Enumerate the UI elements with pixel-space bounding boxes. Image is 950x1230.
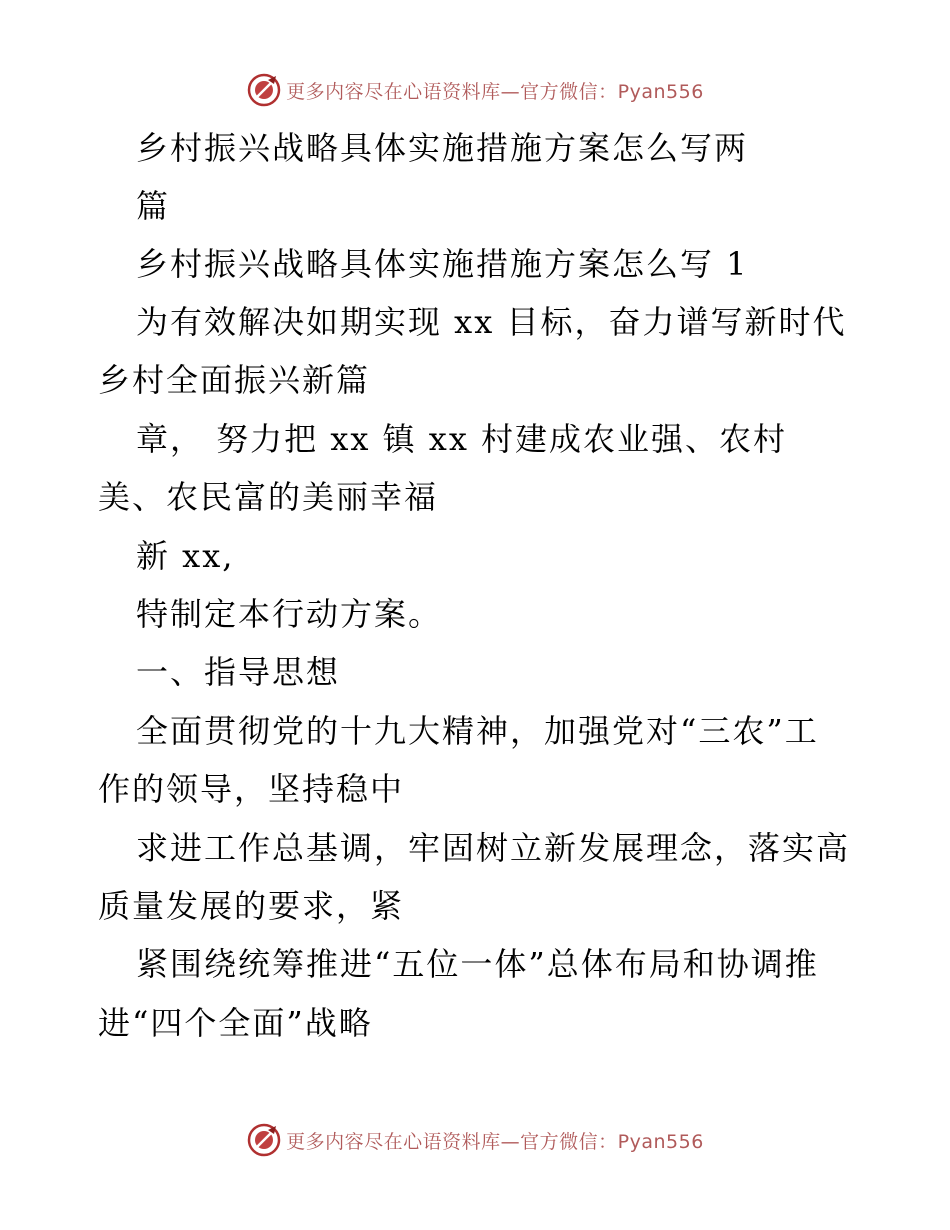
paragraph-6-line-2: 质量发展的要求，紧: [98, 887, 405, 925]
footer-banner: [0, 1120, 950, 1160]
section-title: 乡村振兴战略具体实施措施方案怎么写 1: [136, 245, 749, 283]
paragraph-4-line-1: 特制定本行动方案。: [136, 595, 443, 633]
header-banner-text: 更多内容尽在心语资料库—官方微信：Pyan556: [286, 80, 704, 103]
heading-guiding-ideology: 一、指导思想: [136, 653, 341, 691]
paragraph-2-line-1: 章， 努力把 xx 镇 xx 村建成农业强、农村: [136, 420, 788, 458]
paragraph-6-line-1: 求进工作总基调，牢固树立新发展理念，落实高: [136, 829, 851, 867]
paragraph-7-line-2: 进“四个全面”战略: [98, 1004, 373, 1042]
document-title-line-1: 乡村振兴战略具体实施措施方案怎么写两: [136, 129, 749, 167]
paragraph-1-line-2: 乡村全面振兴新篇: [98, 361, 371, 399]
paragraph-5-line-1: 全面贯彻党的十九大精神，加强党对“三农”工: [136, 712, 819, 750]
seal-logo-icon: [246, 1122, 282, 1158]
document-title-line-2: 篇: [136, 187, 171, 225]
paragraph-1-line-1: 为有效解决如期实现 xx 目标，奋力谱写新时代: [136, 303, 847, 341]
paragraph-7-line-1: 紧围绕统筹推进“五位一体”总体布局和协调推: [136, 945, 819, 983]
paragraph-3-line-1: 新 xx,: [136, 537, 235, 575]
footer-banner-text: 更多内容尽在心语资料库—官方微信：Pyan556: [286, 1130, 704, 1153]
paragraph-5-line-2: 作的领导，坚持稳中: [98, 770, 405, 808]
paragraph-2-line-2: 美、农民富的美丽幸福: [98, 478, 439, 516]
